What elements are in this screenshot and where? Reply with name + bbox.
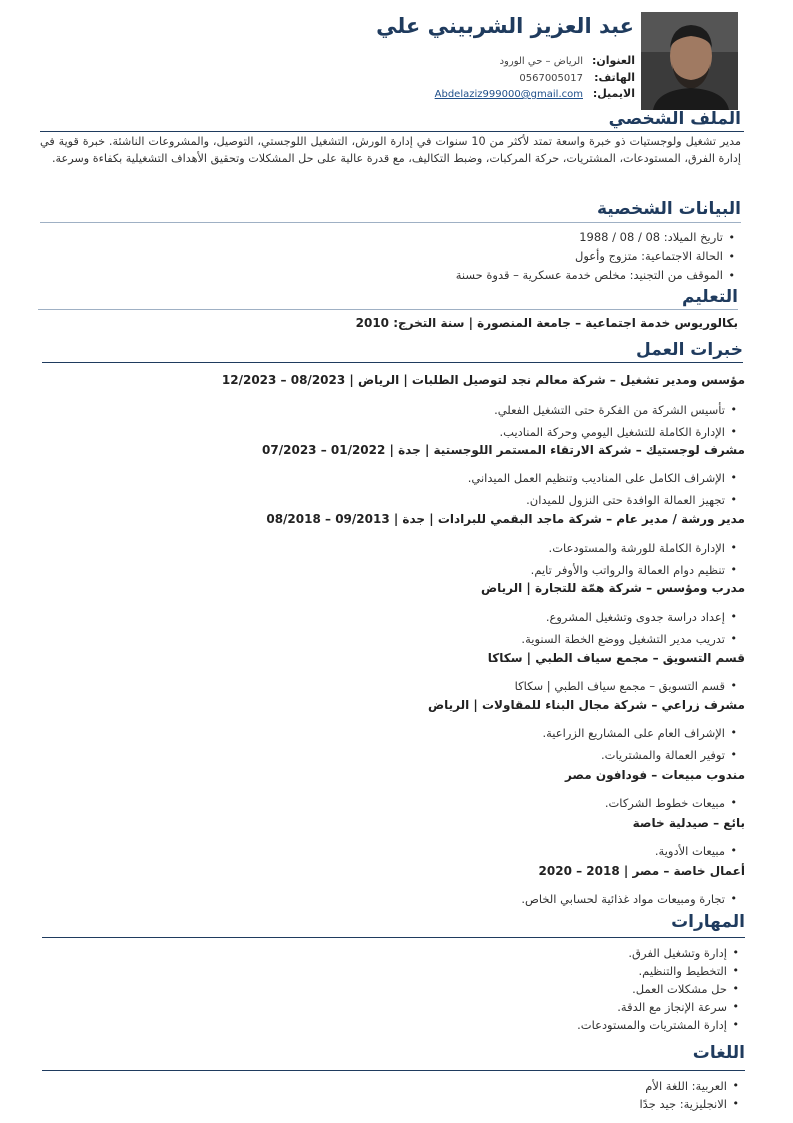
job-duties	[494, 399, 743, 443]
job-title: قسم التسويق – مجمع سياف الطبي | سكاكا	[487, 651, 745, 665]
list-item: • تأسيس الشركة من الفكرة حتى التشغيل الفعلي.	[494, 399, 743, 421]
experience-title: خبرات العمل	[636, 340, 743, 360]
person-name: عبد العزيز الشربيني علي	[376, 14, 634, 38]
profile-summary: مدير تشغيل ولوجستيات ذو خبرة واسعة تمتد لأكثر من 10 سنوات في إدارة الورش، التشغيل اللوجستي، التوصيل، والمشروعات الناشئة. خبرة قوية في إدارة الفرق، المستودعات، المشتريات، حركة المركبات، وضبط التكاليف، مع قدرة عالية على حل المشكلات وتحقيق الأهداف التشغيلية بكفاءة وسرعة.	[40, 135, 741, 165]
list-item: • تنظيم دوام العمالة والرواتب والأوفر تايم.	[531, 559, 743, 581]
list-item: • الإشراف الكامل على المناديب وتنظيم العمل الميداني.	[468, 467, 743, 489]
education-divider	[38, 309, 738, 310]
list-item: • الإدارة الكاملة للورشة والمستودعات.	[531, 537, 743, 559]
personal-title: البيانات الشخصية	[596, 199, 741, 219]
experience-section	[42, 340, 743, 369]
skills-section	[42, 912, 745, 1034]
languages-title: اللغات	[692, 1043, 745, 1063]
profile-photo	[641, 12, 738, 110]
job-duties	[542, 722, 743, 766]
job-duties	[655, 840, 743, 862]
list-item: • تدريب مدير التشغيل ووضع الخطة السنوية.	[521, 628, 743, 650]
personal-list	[40, 228, 741, 285]
list-item: • الإدارة الكاملة للتشغيل اليومي وحركة المناديب.	[494, 421, 743, 443]
address-row	[435, 53, 635, 70]
list-item: • تجهيز العمالة الوافدة حتى النزول للميدان.	[468, 489, 743, 511]
contact-block	[435, 53, 635, 103]
personal-divider	[40, 222, 741, 223]
phone-row	[435, 70, 635, 87]
list-item: • إدارة المشتريات والمستودعات.	[42, 1016, 745, 1034]
list-item: • الموقف من التجنيد: مخلص خدمة عسكرية – قدوة حسنة	[40, 266, 741, 285]
list-item: • إعداد دراسة جدوى وتشغيل المشروع.	[521, 606, 743, 628]
job-title: مدير ورشة / مدير عام – شركة ماجد البقمي للبرادات | جدة | 09/2013 – 08/2018	[266, 512, 745, 526]
job-duties	[515, 675, 743, 697]
languages-list	[42, 1077, 745, 1113]
job-duties	[521, 888, 743, 910]
address-value: الرياض – حي الورود	[499, 56, 583, 67]
education-degree: بكالوريوس خدمة اجتماعية – جامعة المنصورة | سنة التخرج: 2010	[355, 316, 738, 330]
job-duties	[468, 467, 743, 511]
education-title: التعليم	[682, 287, 738, 307]
job-duties	[521, 606, 743, 650]
address-label: العنوان:	[591, 54, 635, 67]
profile-title: الملف الشخصي	[608, 109, 741, 129]
list-item: • الإشراف العام على المشاريع الزراعية.	[542, 722, 743, 744]
education-section	[38, 287, 738, 330]
languages-section	[42, 1043, 745, 1113]
list-item: • الحالة الاجتماعية: متزوج وأعول	[40, 247, 741, 266]
list-item: • التخطيط والتنظيم.	[42, 962, 745, 980]
job-duties	[605, 792, 743, 814]
list-item: • إدارة وتشغيل الفرق.	[42, 944, 745, 962]
job-title: أعمال خاصة – مصر | 2018 – 2020	[538, 864, 745, 878]
list-item: • مبيعات الأدوية.	[655, 840, 743, 862]
job-title: بائع – صيدلية خاصة	[632, 816, 745, 830]
job-title: مشرف لوجستيك – شركة الارتقاء المستمر اللوجستية | جدة | 01/2022 – 07/2023	[262, 443, 745, 457]
job-title: مدرب ومؤسس – شركة همّة للتجارة | الرياض	[481, 581, 745, 595]
profile-section	[40, 109, 741, 167]
job-title: مندوب مبيعات – فودافون مصر	[564, 768, 745, 782]
skills-divider	[42, 937, 745, 938]
skills-list	[42, 944, 745, 1034]
phone-label: الهاتف:	[594, 70, 635, 84]
personal-section	[40, 199, 741, 285]
person-silhouette-icon	[641, 12, 738, 110]
list-item: • سرعة الإنجاز مع الدقة.	[42, 998, 745, 1016]
list-item: • تاريخ الميلاد: 08 / 08 / 1988	[40, 228, 741, 247]
list-item: • تجارة ومبيعات مواد غذائية لحسابي الخاص.	[521, 888, 743, 910]
list-item: • مبيعات خطوط الشركات.	[605, 792, 743, 814]
profile-divider	[40, 131, 744, 132]
list-item: • قسم التسويق – مجمع سياف الطبي | سكاكا	[515, 675, 743, 697]
list-item: • حل مشكلات العمل.	[42, 980, 745, 998]
job-title: مؤسس ومدير تشغيل – شركة معالم نجد لتوصيل الطلبات | الرياض | 08/2023 – 12/2023	[221, 373, 745, 387]
email-link[interactable]: Abdelaziz999000@gmail.com	[434, 89, 583, 100]
list-item: • الانجليزية: جيد جدًا	[42, 1095, 745, 1113]
languages-divider	[42, 1070, 745, 1071]
job-title: مشرف زراعي – شركة مجال البناء للمقاولات | الرياض	[428, 698, 745, 712]
phone-value: 0567005017	[519, 72, 583, 84]
list-item: • العربية: اللغة الأم	[42, 1077, 745, 1095]
list-item: • توفير العمالة والمشتريات.	[542, 744, 743, 766]
skills-title: المهارات	[671, 912, 745, 932]
email-label: الايميل:	[592, 87, 635, 100]
email-row	[435, 86, 635, 103]
experience-divider	[42, 362, 743, 363]
job-duties	[531, 537, 743, 581]
